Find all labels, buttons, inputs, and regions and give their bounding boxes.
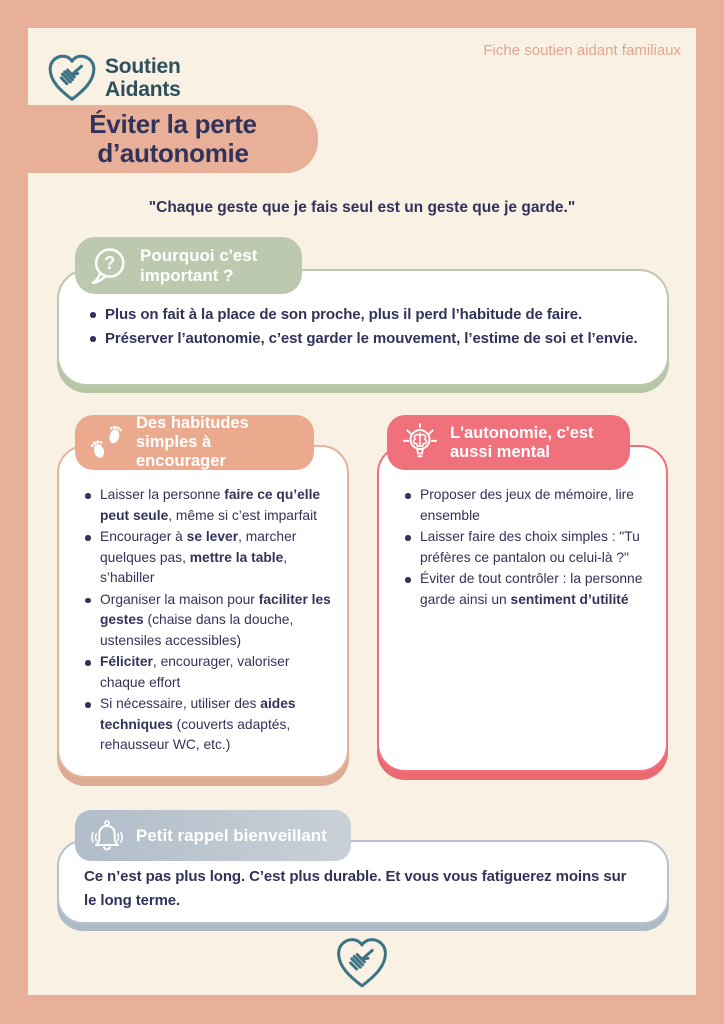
mental-bullet-list — [404, 485, 652, 610]
bullet-item: Si nécessaire, utiliser des aides techniques (couverts adaptés, rehausseur WC, etc.) — [84, 694, 333, 756]
heart-handshake-icon — [42, 50, 102, 106]
bullet-item: Encourager à se lever, marcher quelques pas, mettre la table, s’habiller — [84, 527, 333, 589]
section-habits-heading: Des habitudes simples à encourager — [136, 414, 249, 470]
section-mental-heading: L'autonomie, c'est aussi mental — [450, 423, 594, 461]
bullet-item: Éviter de tout contrôler : la personne garde ainsi un sentiment d’utilité — [404, 569, 652, 610]
bullet-item: Laisser la personne faire ce qu’elle peut seule, même si c’est imparfait — [84, 485, 333, 526]
question-bubble-icon — [87, 244, 131, 288]
bullet-item: Plus on fait à la place de son proche, plus il perd l’habitude de faire. — [89, 303, 647, 327]
section-important-header — [75, 237, 302, 294]
bullet-item: Préserver l’autonomie, c’est garder le mouvement, l’estime de soi et l’envie. — [89, 327, 647, 351]
bullet-item: Féliciter, encourager, valoriser chaque effort — [84, 652, 333, 693]
habits-bullet-list — [84, 485, 333, 756]
bell-icon — [87, 816, 127, 856]
section-habits-header — [75, 415, 314, 470]
sheet-background — [28, 28, 696, 995]
brand-name-line1: Soutien — [105, 55, 181, 78]
brand-logo — [42, 50, 181, 106]
section-mental-header — [387, 415, 630, 470]
page-title-line2: d’autonomie — [97, 138, 249, 168]
footprints-icon — [87, 423, 127, 463]
svg-text:?: ? — [104, 251, 116, 273]
section-reminder-header — [75, 810, 351, 861]
section-important-heading: Pourquoi c'est important ? — [140, 246, 258, 285]
lightbulb-brain-icon — [399, 422, 441, 464]
section-reminder-heading: Petit rappel bienveillant — [136, 825, 327, 845]
page-title — [28, 105, 318, 173]
page-title-line1: Éviter la perte — [89, 109, 257, 139]
footer-logo — [329, 933, 395, 993]
brand-name — [105, 55, 181, 101]
bullet-item: Laisser faire des choix simples : "Tu préfères ce pantalon ou celui-là ?" — [404, 527, 652, 568]
bullet-item: Organiser la maison pour faciliter les gestes (chaise dans la douche, ustensiles accessibles) — [84, 590, 333, 652]
bullet-item: Proposer des jeux de mémoire, lire ensemble — [404, 485, 652, 526]
brand-name-line2: Aidants — [105, 78, 181, 101]
quote-text: "Chaque geste que je fais seul est un geste que je garde." — [148, 199, 576, 216]
section-habits-panel — [57, 445, 349, 778]
reminder-body: Ce n’est pas plus long. C’est plus durable. Et vous vous fatiguerez moins sur le long terme. — [84, 868, 627, 909]
section-mental-panel — [377, 445, 668, 772]
sheet-tagline: Fiche soutien aidant familiaux — [483, 42, 681, 59]
heart-handshake-icon — [329, 933, 395, 993]
important-bullet-list — [89, 303, 647, 351]
